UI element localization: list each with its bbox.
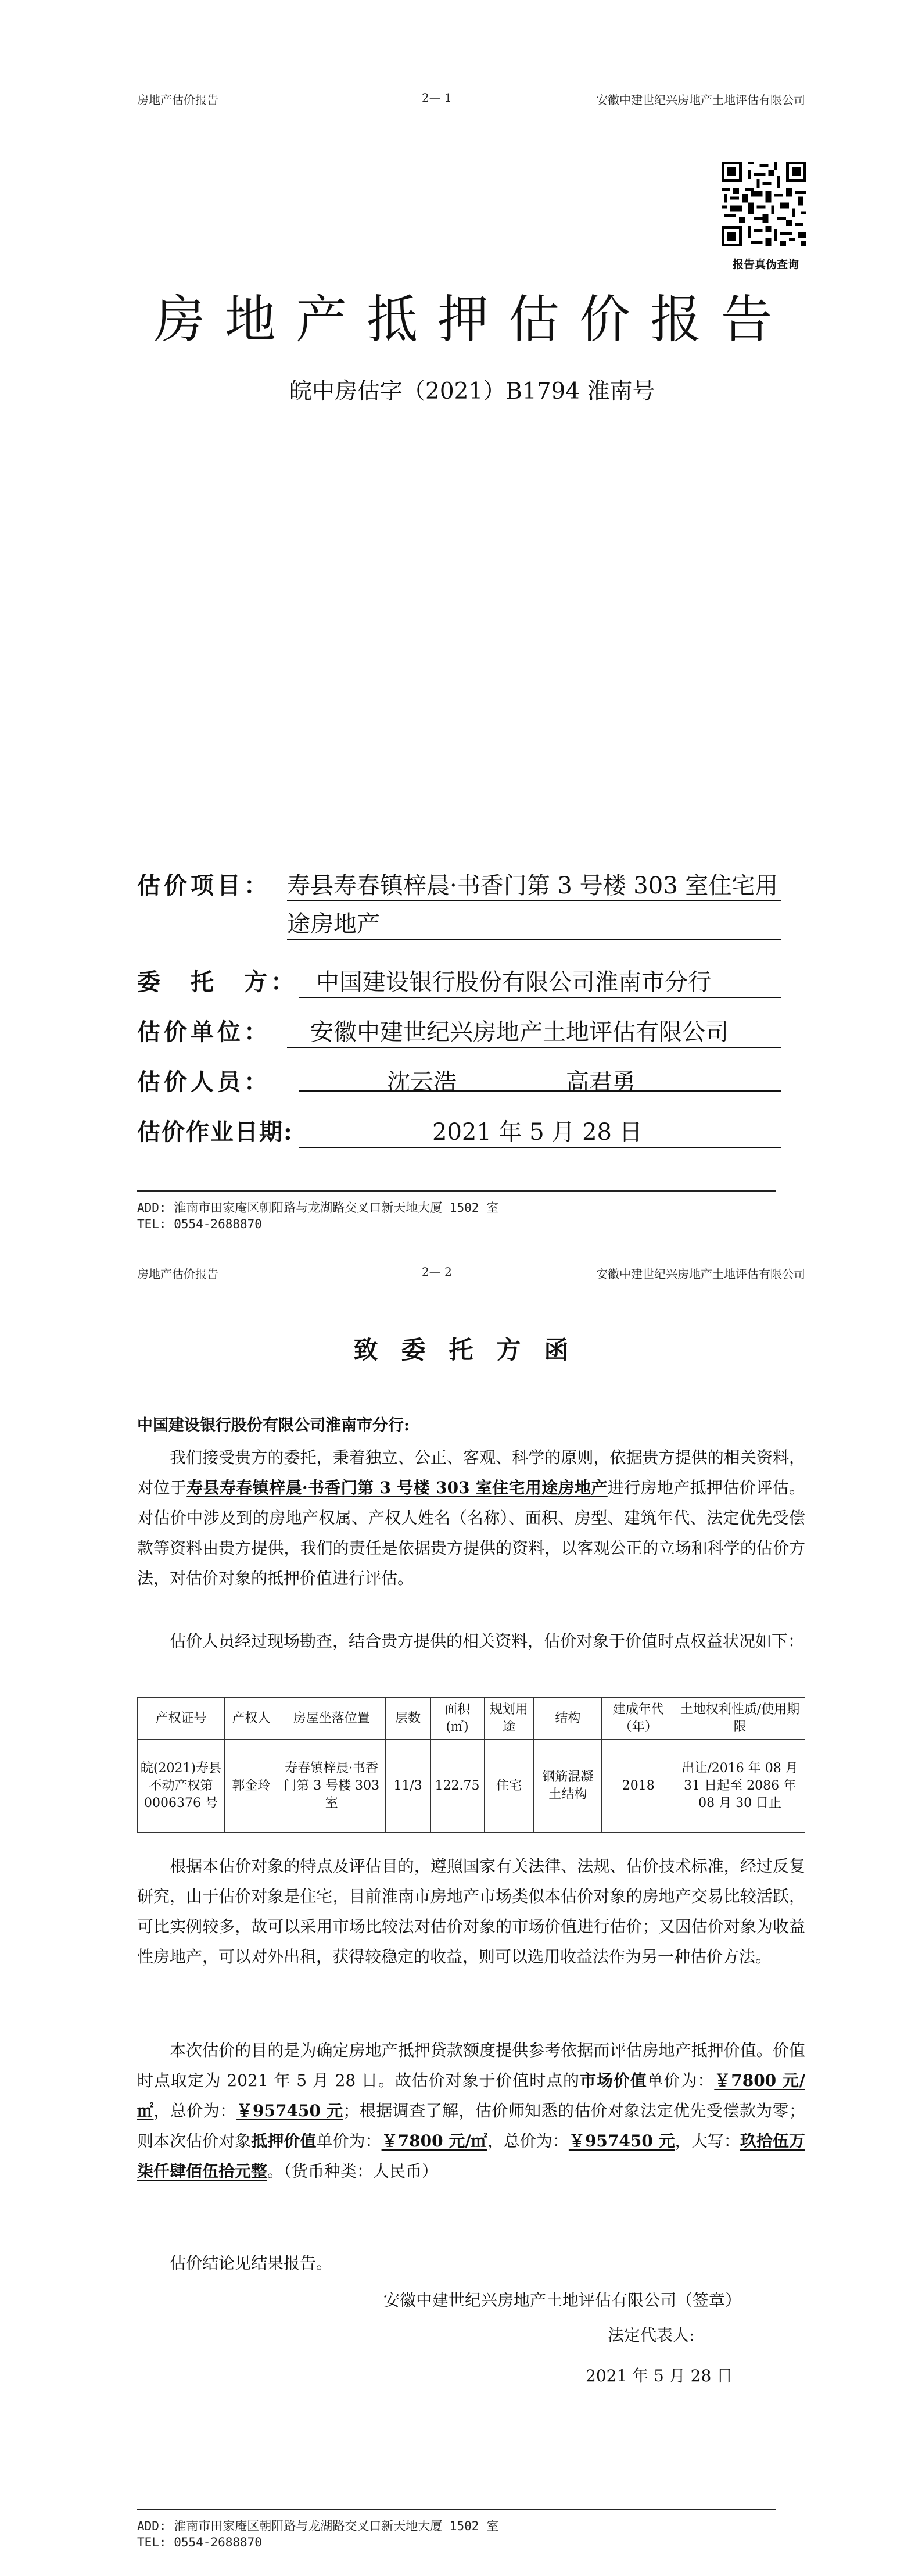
property-rights-table xyxy=(137,1697,805,1833)
field-value: 安徽中建世纪兴房地产土地评估有限公司 xyxy=(287,1014,781,1048)
page-header xyxy=(137,1260,805,1283)
letter-paragraph-5: 估价结论见结果报告。 xyxy=(170,2253,333,2273)
table-header-cell: 结构 xyxy=(534,1698,602,1740)
field-label: 委 托 方： xyxy=(137,968,297,996)
page-footer xyxy=(137,2509,805,2554)
report-cover-page xyxy=(0,0,922,1255)
report-number: 皖中房估字（2021）B1794 淮南号 xyxy=(289,378,655,405)
letter-paragraph-4: 本次估价的目的是为确定房地产抵押贷款额度提供参考依据而评估房地产抵押价值。价值时点取定为 2021 年 5 月 28 日。故估价对象于价值时点的市场价值单价为：￥7800 元/㎡，总价为：￥957450 元；根据调查了解，估价师知悉的估价对象法定优先受偿款为零；则本次估价对象抵押价值单价为：￥7800 元/㎡，总价为：￥957450 元，大写：玖拾伍万柒仟肆佰伍拾元整。（货币种类：人民币） xyxy=(137,2041,805,2181)
page-header xyxy=(137,86,805,109)
qr-code-icon[interactable] xyxy=(722,162,806,246)
header-company: 安徽中建世纪兴房地产土地评估有限公司 xyxy=(596,1267,805,1281)
table-header-cell: 房屋坐落位置 xyxy=(278,1698,385,1740)
field-value: 中国建设银行股份有限公司淮南市分行 xyxy=(299,964,781,998)
signature-date: 2021 年 5 月 28 日 xyxy=(586,2366,733,2385)
field-label: 估价人员： xyxy=(137,1068,271,1096)
letter-paragraph-3: 根据本估价对象的特点及评估目的，遵照国家有关法律、法规、估价技术标准，经过反复研究，由于估价对象是住宅，目前淮南市房地产市场类似本估价对象的房地产交易比较活跃，可比实例较多，故可以采用市场比较法对估价对象的市场价值进行估价；又因估价对象为收益性房地产，可以对外出租，获得较稳定的收益，则可以选用收益法作为另一种估价方法。 xyxy=(137,1856,805,1966)
page-footer xyxy=(137,1190,805,1236)
footer-address: ADD: 淮南市田家庵区朝阳路与龙湖路交叉口新天地大厦 1502 室 xyxy=(137,2519,499,2533)
mortgage-unit-price: ￥7800 元/㎡ xyxy=(381,2131,487,2151)
table-header-cell: 土地权利性质/使用期限 xyxy=(675,1698,805,1740)
table-row xyxy=(138,1740,805,1833)
table-cell: 122.75 xyxy=(430,1740,484,1833)
field-value: 寿县寿春镇梓晨·书香门第 3 号楼 303 室住宅用 xyxy=(287,867,781,901)
header-left: 房地产估价报告 xyxy=(137,1267,218,1281)
field-label: 估价项目： xyxy=(137,872,271,899)
table-header-row xyxy=(138,1698,805,1740)
letter-paragraph-1: 我们接受贵方的委托，秉着独立、公正、客观、科学的原则，依据贵方提供的相关资料，对位于寿县寿春镇梓晨·书香门第 3 号楼 303 室住宅用途房地产进行房地产抵押估价评估。对估价中涉及到的房地产权属、产权人姓名（名称）、面积、房型、建筑年代、法定优先受偿款等资料由贵方提供，我们的责任是依据贵方提供的资料，以客观公正的立场和科学的估价方法，对估价对象的抵押价值进行评估。 xyxy=(137,1448,805,1588)
property-address: 寿县寿春镇梓晨·书香门第 3 号楼 303 室住宅用途房地产 xyxy=(186,1478,608,1497)
letter-salutation: 中国建设银行股份有限公司淮南市分行: xyxy=(137,1416,410,1434)
signature-company: 安徽中建世纪兴房地产土地评估有限公司（签章） xyxy=(383,2291,742,2310)
footer-phone: TEL: 0554-2688870 xyxy=(137,2535,262,2549)
table-cell: 2018 xyxy=(602,1740,675,1833)
market-unit-price: ￥7800 元/㎡ xyxy=(137,2071,805,2120)
table-cell: 皖(2021)寿县不动产权第 0006376 号 xyxy=(138,1740,225,1833)
footer-rule xyxy=(137,1190,776,1192)
mortgage-total-price: ￥957450 元 xyxy=(568,2131,675,2151)
total-price-in-words: 玖拾伍万柒仟肆佰伍拾元整 xyxy=(137,2131,805,2181)
footer-rule xyxy=(137,2509,776,2510)
header-left: 房地产估价报告 xyxy=(137,93,218,107)
letter-title: 致委托方函 xyxy=(353,1336,592,1364)
table-cell: 出让/2016 年 08 月 31 日起至 2086 年 08 月 30 日止 xyxy=(675,1740,805,1833)
report-title: 房地产抵押估价报告 xyxy=(154,289,792,349)
header-company: 安徽中建世纪兴房地产土地评估有限公司 xyxy=(596,93,805,107)
table-cell: 钢筋混凝土结构 xyxy=(534,1740,602,1833)
qr-caption: 报告真伪查询 xyxy=(732,258,799,271)
table-cell: 郭金玲 xyxy=(224,1740,278,1833)
appraiser-name: 高君勇 xyxy=(566,1069,636,1096)
field-value: 2021 年 5 月 28 日 xyxy=(299,1114,781,1148)
field-value-continued: 途房地产 xyxy=(287,906,781,940)
market-value-label: 市场价值 xyxy=(579,2071,647,2090)
table-cell: 寿春镇梓晨·书香门第 3 号楼 303 室 xyxy=(278,1740,385,1833)
field-label: 估价单位： xyxy=(137,1018,271,1046)
footer-address: ADD: 淮南市田家庵区朝阳路与龙湖路交叉口新天地大厦 1502 室 xyxy=(137,1201,499,1215)
table-header-cell: 产权人 xyxy=(224,1698,278,1740)
field-value-underline xyxy=(299,1064,781,1092)
header-page-number: 2— 2 xyxy=(422,1265,452,1279)
mortgage-value-label: 抵押价值 xyxy=(251,2131,317,2151)
field-label: 估价作业日期: xyxy=(137,1118,293,1146)
footer-phone: TEL: 0554-2688870 xyxy=(137,1217,262,1231)
table-cell: 11/3 xyxy=(385,1740,430,1833)
table-header-cell: 建成年代（年） xyxy=(602,1698,675,1740)
letter-paragraph-2: 估价人员经过现场勘查，结合贵方提供的相关资料，估价对象于价值时点权益状况如下： xyxy=(170,1632,805,1651)
appraiser-name: 沈云浩 xyxy=(387,1069,457,1096)
table-header-cell: 产权证号 xyxy=(138,1698,225,1740)
table-header-cell: 面积(㎡) xyxy=(430,1698,484,1740)
table-cell: 住宅 xyxy=(484,1740,534,1833)
header-page-number: 2— 1 xyxy=(422,91,452,105)
table-header-cell: 规划用途 xyxy=(484,1698,534,1740)
signature-legal-representative: 法定代表人: xyxy=(608,2325,695,2345)
table-header-cell: 层数 xyxy=(385,1698,430,1740)
market-total-price: ￥957450 元 xyxy=(236,2101,343,2120)
